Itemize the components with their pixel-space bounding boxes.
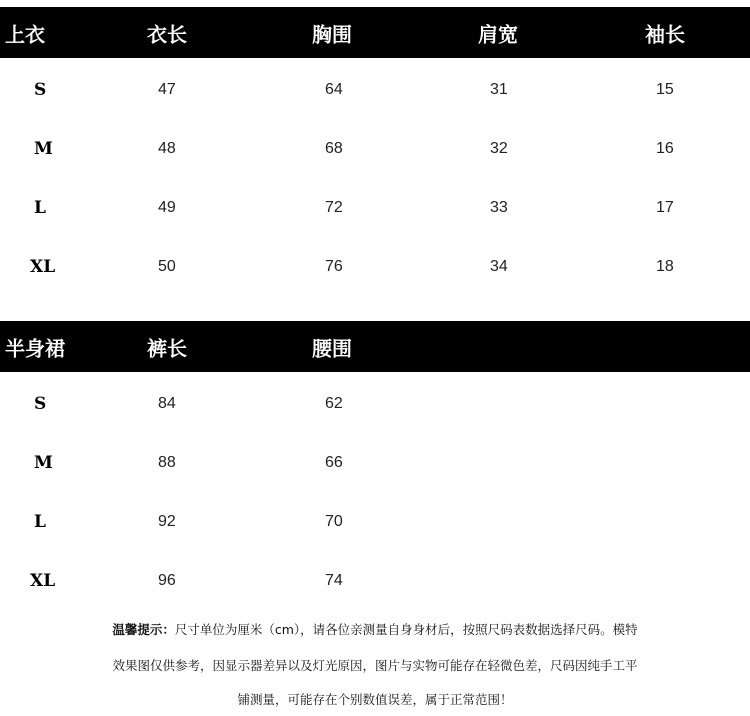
size-label: M	[34, 453, 53, 473]
size-label: XL	[30, 571, 56, 591]
table-row	[0, 129, 750, 169]
sleeve-value: 18	[656, 258, 674, 275]
sleeve-value: 15	[656, 81, 674, 98]
note-text-1: 尺寸单位为厘米（cm），请各位亲测量自身身材后，按照尺码表数据选择尺码。模特	[174, 622, 638, 637]
size-label: L	[34, 198, 46, 218]
note-line-3: 铺测量，可能存在个别数值误差，属于正常范围！	[237, 692, 513, 707]
size-label: L	[34, 512, 46, 532]
table-row	[0, 247, 750, 287]
size-label: S	[34, 80, 47, 100]
top-header-chest: 胸围	[312, 22, 352, 46]
chest-value: 72	[325, 199, 343, 216]
size-label: S	[34, 394, 47, 414]
table-row	[0, 443, 750, 483]
shoulder-value: 32	[490, 140, 508, 157]
pants-length-value: 92	[158, 513, 176, 530]
top-header-shoulder: 肩宽	[478, 22, 518, 46]
top-header-garment: 上衣	[5, 22, 45, 46]
skirt-header-waist: 腰围	[312, 336, 352, 360]
pants-length-value: 84	[158, 395, 176, 412]
top-table-header	[0, 7, 750, 58]
table-row	[0, 384, 750, 424]
waist-value: 62	[325, 395, 343, 412]
note-label: 温馨提示：	[112, 622, 175, 637]
size-label: XL	[30, 257, 56, 277]
waist-value: 70	[325, 513, 343, 530]
length-value: 49	[158, 199, 176, 216]
length-value: 47	[158, 81, 176, 98]
chest-value: 64	[325, 81, 343, 98]
chest-value: 76	[325, 258, 343, 275]
skirt-table-header	[0, 321, 750, 372]
note-line-2: 效果图仅供参考，因显示器差异以及灯光原因，图片与实物可能存在轻微色差，尺码因纯手工平	[112, 658, 638, 673]
note-line-1	[0, 620, 750, 638]
top-header-length: 衣长	[147, 22, 187, 46]
sleeve-value: 16	[656, 140, 674, 157]
pants-length-value: 96	[158, 572, 176, 589]
top-header-sleeve: 袖长	[645, 22, 685, 46]
table-row	[0, 502, 750, 542]
sleeve-value: 17	[656, 199, 674, 216]
skirt-header-length: 裤长	[147, 336, 187, 360]
skirt-header-garment: 半身裙	[5, 336, 65, 360]
size-label: M	[34, 139, 53, 159]
shoulder-value: 31	[490, 81, 508, 98]
waist-value: 74	[325, 572, 343, 589]
shoulder-value: 34	[490, 258, 508, 275]
table-row	[0, 561, 750, 601]
shoulder-value: 33	[490, 199, 508, 216]
chest-value: 68	[325, 140, 343, 157]
table-row	[0, 188, 750, 228]
length-value: 48	[158, 140, 176, 157]
length-value: 50	[158, 258, 176, 275]
waist-value: 66	[325, 454, 343, 471]
pants-length-value: 88	[158, 454, 176, 471]
table-row	[0, 70, 750, 110]
